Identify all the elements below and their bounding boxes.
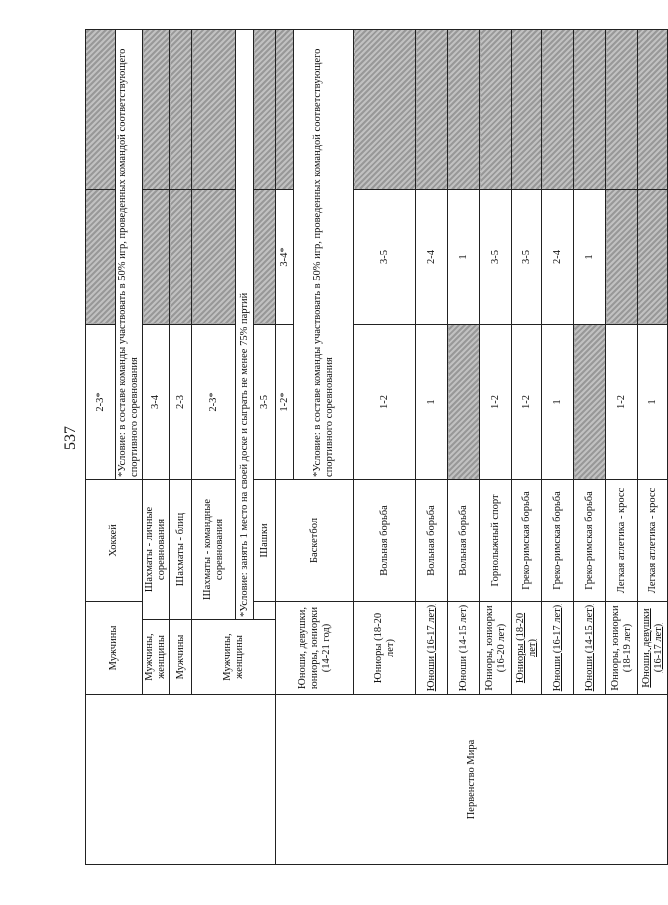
shaded-cell xyxy=(254,29,276,189)
group-cell xyxy=(638,601,668,694)
shaded-cell xyxy=(542,29,574,189)
group-cell: Юниоры, юниорки (18-19 лет) xyxy=(606,601,638,694)
sport-cell: Легкая атлетика - кросс xyxy=(638,479,668,601)
mid-cell: 1-2 xyxy=(606,324,638,479)
group-cell xyxy=(542,601,574,694)
group-cell: Мужчины, женщины xyxy=(192,620,276,695)
right-cell: 3-4* xyxy=(276,189,294,324)
shaded-cell xyxy=(192,29,236,189)
right-cell: 3-5 xyxy=(512,189,542,324)
mid-cell: 1-2 xyxy=(480,324,512,479)
right-cell: 2-4 xyxy=(542,189,574,324)
group-cell: Юниоры, юниорки (16-20 лет) xyxy=(480,601,512,694)
group-cell: Мужчины xyxy=(170,620,192,695)
sport-cell: Баскетбол xyxy=(276,479,354,601)
sport-cell: Вольная борьба xyxy=(448,479,480,601)
mid-cell: 3-5 xyxy=(254,324,276,479)
shaded-cell xyxy=(416,29,448,189)
shaded-cell xyxy=(574,324,606,479)
group-cell: Мужчины xyxy=(86,601,143,694)
shaded-cell xyxy=(606,189,638,324)
group-label: Юниоры (18-20 лет) xyxy=(514,612,538,684)
shaded-cell xyxy=(192,189,236,324)
shaded-cell xyxy=(512,29,542,189)
right-cell: 3-5 xyxy=(354,189,416,324)
sport-cell: Шахматы - блиц xyxy=(170,479,192,619)
page-number: 537 xyxy=(62,426,79,450)
blank-cell xyxy=(254,601,276,619)
shaded-cell xyxy=(480,29,512,189)
shaded-cell xyxy=(276,29,294,189)
mid-cell: 1 xyxy=(638,324,668,479)
right-cell: 1 xyxy=(574,189,606,324)
mid-cell: 2-3* xyxy=(192,324,236,479)
shaded-cell xyxy=(86,29,116,189)
sport-cell: Греко-римская борьба xyxy=(512,479,542,601)
group-cell xyxy=(512,601,542,694)
group-label: Юноши, девушки (16-17 лет) xyxy=(640,608,664,688)
group-cell xyxy=(416,601,448,694)
mid-cell: 3-4 xyxy=(143,324,170,479)
table-row xyxy=(86,29,116,864)
chess-condition-note: *Условие: занять 1 место на своей доске и сыграть не менее 75% партий xyxy=(236,29,254,619)
shaded-cell xyxy=(448,324,480,479)
condition-note: *Условие: в составе команды участвовать в 50% игр, проведенных командой соответствующего спортивного соревнования xyxy=(116,29,143,479)
shaded-cell xyxy=(170,29,192,189)
sport-cell: Хоккей xyxy=(86,479,143,601)
shaded-cell xyxy=(254,189,276,324)
mid-cell: 1-2* xyxy=(276,324,294,479)
group-cell: Юноши (14-15 лет) xyxy=(448,601,480,694)
mid-cell: 1 xyxy=(416,324,448,479)
rotated-table-container xyxy=(85,30,664,865)
sport-cell: Греко-римская борьба xyxy=(542,479,574,601)
shaded-cell xyxy=(143,189,170,324)
mid-cell: 1-2 xyxy=(512,324,542,479)
right-cell: 3-5 xyxy=(480,189,512,324)
sport-cell: Шахматы - личные соревнования xyxy=(143,479,170,619)
sport-cell: Вольная борьба xyxy=(416,479,448,601)
blank-cell xyxy=(86,695,276,865)
sport-cell: Горнолыжный спорт xyxy=(480,479,512,601)
table-row xyxy=(276,29,294,864)
group-label: Юноши (16-17 лет) xyxy=(551,604,563,692)
mid-cell: 1 xyxy=(542,324,574,479)
shaded-cell xyxy=(638,189,668,324)
group-label: Юноши (14-15 лет) xyxy=(583,604,595,692)
group-cell: Юноши, девушки, юниоры, юниорки (14-21 год) xyxy=(276,601,354,694)
group-cell: Юниоры (18-20 лет) xyxy=(354,601,416,694)
right-cell: 2-4 xyxy=(416,189,448,324)
sports-table xyxy=(85,29,668,865)
group-label: Юноши (16-17 лет) xyxy=(425,604,437,692)
group-cell: Мужчины, женщины xyxy=(143,620,170,695)
shaded-cell xyxy=(574,29,606,189)
mid-cell: 2-3 xyxy=(170,324,192,479)
mid-cell: 1-2 xyxy=(354,324,416,479)
sport-cell: Шахматы - командные соревнования xyxy=(192,479,236,619)
sport-cell: Вольная борьба xyxy=(354,479,416,601)
right-cell: 1 xyxy=(448,189,480,324)
shaded-cell xyxy=(86,189,116,324)
shaded-cell xyxy=(354,29,416,189)
sport-cell: Легкая атлетика - кросс xyxy=(606,479,638,601)
sport-cell: Греко-римская борьба xyxy=(574,479,606,601)
sport-cell: Шашки xyxy=(254,479,276,601)
event-cell: Первенство Мира xyxy=(276,695,668,865)
shaded-cell xyxy=(638,29,668,189)
mid-cell: 2-3* xyxy=(86,324,116,479)
shaded-cell xyxy=(448,29,480,189)
group-cell xyxy=(574,601,606,694)
condition-note: *Условие: в составе команды участвовать в 50% игр, проведенных командой соответствующего спортивного соревнования xyxy=(294,29,354,479)
shaded-cell xyxy=(606,29,638,189)
shaded-cell xyxy=(143,29,170,189)
shaded-cell xyxy=(170,189,192,324)
